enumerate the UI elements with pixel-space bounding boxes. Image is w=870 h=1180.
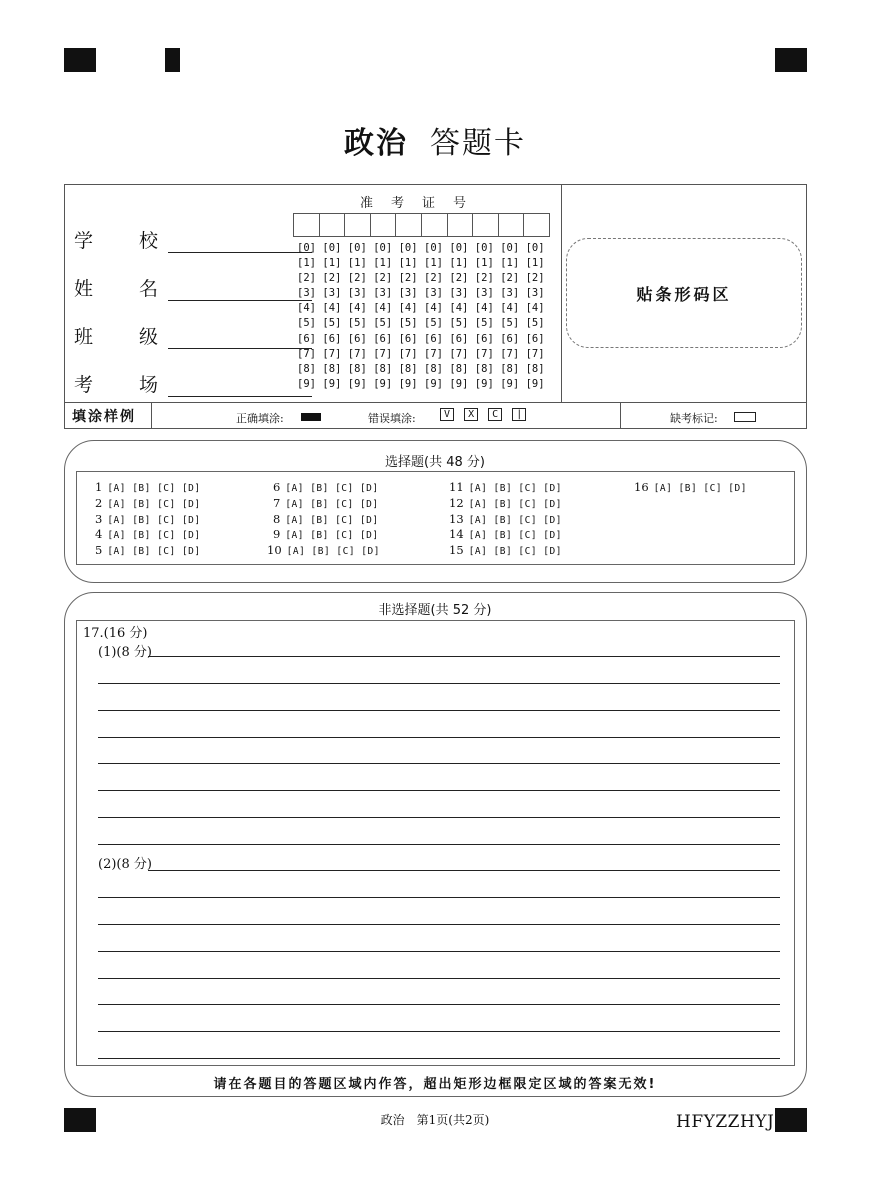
exam-id-digit[interactable]: [5] — [322, 317, 342, 330]
exam-id-digit[interactable]: [6] — [322, 332, 342, 345]
exam-id-digit[interactable]: [3] — [373, 287, 393, 300]
choice-question[interactable] — [95, 480, 201, 494]
exam-id-digit[interactable]: [4] — [297, 302, 316, 315]
exam-id-digit[interactable]: [5] — [347, 317, 367, 330]
correct-fill-mark — [301, 413, 321, 421]
question-number: 15 — [449, 543, 464, 558]
question-number: 1 — [95, 480, 103, 494]
answer-line[interactable] — [98, 737, 780, 738]
q17-answer-box — [76, 620, 795, 1066]
exam-id-digit[interactable]: [8] — [500, 362, 520, 375]
exam-id-digit[interactable]: [4] — [322, 302, 342, 315]
exam-room-field[interactable]: 考 场 — [74, 370, 312, 397]
choice-question[interactable] — [449, 543, 562, 557]
question-number: 7 — [273, 495, 281, 510]
choice-question[interactable] — [449, 496, 562, 510]
question-options[interactable]: [A] [B] [C] [D] — [107, 498, 201, 510]
answer-line[interactable] — [148, 656, 780, 657]
exam-id-digit[interactable]: [2] — [398, 272, 418, 285]
exam-id-digit[interactable]: [6] — [347, 332, 367, 345]
barcode-area: 贴条形码区 — [566, 238, 802, 348]
question-options[interactable]: [A] [B] [C] [D] — [285, 530, 379, 542]
exam-id-digit[interactable]: [7] — [474, 347, 494, 360]
exam-id-digit[interactable]: [6] — [525, 332, 545, 345]
exam-id-digit[interactable]: [2] — [424, 272, 443, 285]
school-field[interactable]: 学 校 — [74, 226, 312, 253]
question-options[interactable]: [A] [B] [C] [D] — [107, 483, 201, 494]
exam-id-digit[interactable]: [1] — [322, 257, 342, 270]
exam-id-digit[interactable]: [4] — [449, 302, 469, 315]
exam-id-digit[interactable]: [0] — [449, 242, 469, 254]
exam-id-digit[interactable]: [6] — [474, 332, 494, 345]
answer-line[interactable] — [98, 710, 780, 711]
question-number: 9 — [273, 527, 281, 542]
question-options[interactable]: [A] [B] [C] [D] — [468, 498, 562, 510]
answer-line[interactable] — [98, 897, 780, 898]
exam-id-digit[interactable]: [1] — [474, 257, 494, 270]
exam-id-digit[interactable]: [5] — [373, 317, 393, 330]
choice-question[interactable] — [273, 512, 379, 526]
question-number: 8 — [273, 511, 281, 526]
nonchoice-section-title: 非选择题(共 52 分) — [378, 603, 492, 618]
question-number: 6 — [273, 480, 281, 494]
exam-id-digit[interactable]: [7] — [398, 347, 418, 360]
absent-checkbox[interactable] — [734, 412, 756, 422]
exam-id-digit[interactable]: [0] — [525, 242, 545, 254]
exam-id-digit[interactable]: [7] — [347, 347, 367, 360]
exam-id-digit[interactable]: [2] — [322, 272, 342, 285]
exam-id-digit[interactable]: [9] — [525, 377, 545, 390]
exam-id-digit[interactable]: [9] — [449, 377, 469, 390]
question-options[interactable]: [A] [B] [C] [D] — [285, 498, 379, 510]
exam-id-digit[interactable]: [0] — [373, 242, 393, 254]
answer-line[interactable] — [98, 817, 780, 818]
exam-id-digit[interactable]: [2] — [373, 272, 393, 285]
exam-id-digit[interactable]: [2] — [525, 272, 545, 285]
exam-id-box[interactable] — [344, 213, 371, 237]
exam-id-digit[interactable]: [3] — [347, 287, 367, 300]
exam-id-column[interactable] — [373, 241, 392, 392]
exam-id-column[interactable] — [449, 241, 468, 392]
exam-id-digit[interactable]: [5] — [474, 317, 494, 330]
exam-id-digit[interactable]: [7] — [424, 347, 443, 360]
exam-id-digit[interactable]: [1] — [525, 257, 545, 270]
exam-id-digit[interactable]: [2] — [347, 272, 367, 285]
question-number: 4 — [95, 527, 103, 542]
answer-line[interactable] — [98, 1031, 780, 1032]
q17-sub2-label: (2)(8 分) — [98, 857, 152, 872]
question-options[interactable]: [A] [B] [C] [D] — [285, 514, 379, 526]
choice-question[interactable] — [95, 496, 201, 510]
answer-line[interactable] — [98, 1004, 780, 1005]
answer-line[interactable] — [98, 924, 780, 925]
exam-id-digit[interactable]: [7] — [373, 347, 393, 360]
exam-id-digit[interactable]: [1] — [449, 257, 469, 270]
exam-id-digit[interactable]: [7] — [500, 347, 520, 360]
exam-id-title: 准考证号 — [359, 196, 484, 211]
exam-id-digit[interactable]: [6] — [424, 332, 443, 345]
exam-id-digit[interactable]: [4] — [525, 302, 545, 315]
title-card: 答题卡 — [430, 126, 526, 161]
exam-id-column[interactable] — [526, 241, 545, 392]
exam-id-box[interactable] — [447, 213, 474, 237]
question-options[interactable]: [A] [B] [C] [D] — [107, 530, 201, 542]
exam-id-digit[interactable]: [9] — [398, 377, 418, 390]
exam-id-column[interactable] — [475, 241, 494, 392]
answer-line[interactable] — [98, 978, 780, 979]
correct-fill-label: 正确填涂: — [236, 412, 284, 425]
exam-id-digit[interactable]: [5] — [525, 317, 545, 330]
exam-id-digit[interactable]: [4] — [500, 302, 520, 315]
exam-id-digit[interactable]: [3] — [297, 287, 316, 300]
exam-id-digit[interactable]: [3] — [424, 287, 443, 300]
exam-id-box[interactable] — [523, 213, 550, 237]
exam-id-digit[interactable]: [4] — [398, 302, 418, 315]
name-field[interactable]: 姓 名 — [74, 274, 312, 301]
exam-id-digit[interactable]: [1] — [347, 257, 367, 270]
question-options[interactable]: [A] [B] [C] [D] — [653, 483, 747, 494]
registration-mark-top-right — [775, 48, 807, 72]
question-number: 10 — [267, 543, 282, 558]
choice-question[interactable] — [267, 543, 380, 557]
exam-id-digit[interactable]: [9] — [424, 377, 443, 390]
choice-question[interactable] — [273, 527, 379, 541]
exam-id-digit[interactable]: [9] — [347, 377, 367, 390]
answer-line[interactable] — [148, 870, 780, 871]
exam-id-box[interactable] — [472, 213, 499, 237]
exam-id-digit[interactable]: [1] — [500, 257, 520, 270]
exam-id-box[interactable] — [370, 213, 397, 237]
answer-line[interactable] — [98, 790, 780, 791]
exam-id-digit[interactable]: [5] — [398, 317, 418, 330]
question-number: 3 — [95, 511, 103, 526]
exam-id-digit[interactable]: [8] — [373, 362, 393, 375]
question-options[interactable]: [A] [B] [C] [D] — [468, 514, 562, 526]
exam-id-digit[interactable]: [7] — [449, 347, 469, 360]
exam-id-column[interactable] — [500, 241, 519, 392]
question-number: 2 — [95, 495, 103, 510]
exam-id-digit[interactable]: [8] — [398, 362, 418, 375]
wrong-fill-label: 错误填涂: — [368, 412, 416, 425]
exam-id-digit[interactable]: [9] — [297, 377, 316, 390]
exam-id-digit[interactable]: [0] — [424, 242, 443, 254]
fill-example-content — [64, 402, 807, 428]
question-number: 13 — [449, 511, 464, 526]
exam-id-digit[interactable]: [0] — [474, 242, 494, 254]
choice-question[interactable] — [273, 480, 379, 494]
question-options[interactable]: [A] [B] [C] [D] — [468, 483, 562, 494]
exam-id-box[interactable] — [293, 213, 320, 237]
exam-id-digit[interactable]: [5] — [500, 317, 520, 330]
choice-question[interactable] — [449, 512, 562, 526]
page-footer: 政治 第1页(共2页) — [380, 1113, 490, 1127]
exam-id-digit[interactable]: [0] — [322, 242, 342, 254]
exam-id-digit[interactable]: [3] — [398, 287, 418, 300]
question-options[interactable]: [A] [B] [C] [D] — [107, 546, 201, 558]
page-title — [0, 118, 870, 162]
exam-id-digit[interactable]: [2] — [297, 272, 316, 285]
choice-question[interactable] — [95, 527, 201, 541]
exam-id-digit[interactable]: [9] — [500, 377, 520, 390]
exam-id-column[interactable] — [424, 241, 443, 392]
exam-id-digit[interactable]: [2] — [474, 272, 494, 285]
exam-id-digit[interactable]: [2] — [500, 272, 520, 285]
exam-id-digit[interactable]: [6] — [500, 332, 520, 345]
exam-id-digit[interactable]: [4] — [424, 302, 443, 315]
exam-id-digit[interactable]: [8] — [449, 362, 469, 375]
exam-id-digit[interactable]: [5] — [424, 317, 443, 330]
exam-id-digit[interactable]: [3] — [449, 287, 469, 300]
choice-question[interactable] — [273, 496, 379, 510]
exam-id-digit[interactable]: [5] — [449, 317, 469, 330]
exam-id-digit[interactable]: [1] — [373, 257, 393, 270]
question-number: 5 — [95, 543, 103, 558]
title-subject: 政治 — [344, 126, 408, 161]
question-number: 14 — [449, 527, 464, 542]
exam-id-digit[interactable]: [6] — [449, 332, 469, 345]
exam-id-column[interactable] — [297, 241, 316, 392]
exam-id-digit[interactable]: [3] — [474, 287, 494, 300]
info-box-divider — [561, 184, 562, 403]
exam-id-digit[interactable]: [1] — [297, 257, 316, 270]
exam-id-digit[interactable]: [4] — [373, 302, 393, 315]
q17-label: 17.(16 分) — [83, 626, 148, 641]
choice-question[interactable] — [449, 527, 562, 541]
exam-id-digit[interactable]: [6] — [398, 332, 418, 345]
exam-id-column[interactable] — [322, 241, 341, 392]
exam-id-digit[interactable]: [8] — [525, 362, 545, 375]
exam-id-digit[interactable]: [8] — [424, 362, 443, 375]
exam-id-box[interactable] — [395, 213, 422, 237]
choice-question[interactable] — [634, 480, 747, 494]
exam-id-digit[interactable]: [6] — [297, 332, 316, 345]
choice-section-title: 选择题(共 48 分) — [385, 455, 485, 470]
exam-id-box[interactable] — [421, 213, 448, 237]
answer-line[interactable] — [98, 683, 780, 684]
question-number: 11 — [449, 480, 464, 494]
registration-mark-top-mid — [165, 48, 180, 72]
absent-label: 缺考标记: — [670, 412, 718, 425]
exam-id-column[interactable] — [399, 241, 418, 392]
exam-id-digit[interactable]: [8] — [297, 362, 316, 375]
answer-line[interactable] — [98, 844, 780, 845]
exam-id-digit[interactable]: [3] — [500, 287, 520, 300]
exam-id-digit[interactable]: [4] — [474, 302, 494, 315]
exam-id-digit[interactable]: [1] — [398, 257, 418, 270]
wrong-fill-marks: V X C | — [440, 409, 526, 420]
question-number: 16 — [634, 480, 649, 494]
choice-question[interactable] — [95, 543, 201, 557]
question-options[interactable]: [A] [B] [C] [D] — [468, 546, 562, 558]
exam-id-boxes[interactable] — [293, 213, 549, 237]
exam-id-digit[interactable]: [8] — [322, 362, 342, 375]
exam-id-digit[interactable]: [4] — [347, 302, 367, 315]
choice-question[interactable] — [449, 480, 562, 494]
answer-line[interactable] — [98, 951, 780, 952]
exam-id-digit[interactable]: [3] — [322, 287, 342, 300]
exam-id-digit[interactable]: [2] — [449, 272, 469, 285]
exam-id-digit[interactable]: [5] — [297, 317, 316, 330]
exam-id-digit[interactable]: [8] — [474, 362, 494, 375]
exam-id-box[interactable] — [498, 213, 525, 237]
question-options[interactable]: [A] [B] [C] [D] — [285, 483, 379, 494]
exam-id-digit[interactable]: [7] — [297, 347, 316, 360]
choice-question[interactable] — [95, 512, 201, 526]
exam-id-digit[interactable]: [7] — [525, 347, 545, 360]
exam-id-digit[interactable]: [7] — [322, 347, 342, 360]
registration-mark-top-left — [64, 48, 96, 72]
q17-sub1-label: (1)(8 分) — [98, 645, 152, 660]
answer-line[interactable] — [98, 1058, 780, 1059]
warning-text: 请在各题目的答题区域内作答，超出矩形边框限定区域的答案无效! — [213, 1077, 657, 1092]
fill-example-label: 填涂样例 — [72, 409, 136, 425]
exam-id-digit[interactable]: [8] — [347, 362, 367, 375]
class-field[interactable]: 班 级 — [74, 322, 312, 349]
exam-id-digit[interactable]: [9] — [474, 377, 494, 390]
exam-id-box[interactable] — [319, 213, 346, 237]
exam-id-digit[interactable]: [0] — [500, 242, 520, 254]
exam-id-column[interactable] — [348, 241, 367, 392]
answer-line[interactable] — [98, 763, 780, 764]
exam-id-digit[interactable]: [9] — [373, 377, 393, 390]
question-number: 12 — [449, 495, 464, 510]
paper-code: HFYZZHYJ — [676, 1112, 775, 1132]
exam-id-digit[interactable]: [9] — [322, 377, 342, 390]
question-options[interactable]: [A] [B] [C] [D] — [468, 530, 562, 542]
exam-id-digit[interactable]: [0] — [347, 242, 367, 254]
exam-id-digit[interactable]: [0] — [297, 242, 316, 254]
exam-id-digit[interactable]: [3] — [525, 287, 545, 300]
exam-id-digit[interactable]: [1] — [424, 257, 443, 270]
question-options[interactable]: [A] [B] [C] [D] — [286, 546, 380, 558]
question-options[interactable]: [A] [B] [C] [D] — [107, 514, 201, 526]
exam-id-digit[interactable]: [6] — [373, 332, 393, 345]
exam-id-digit[interactable]: [0] — [398, 242, 418, 254]
